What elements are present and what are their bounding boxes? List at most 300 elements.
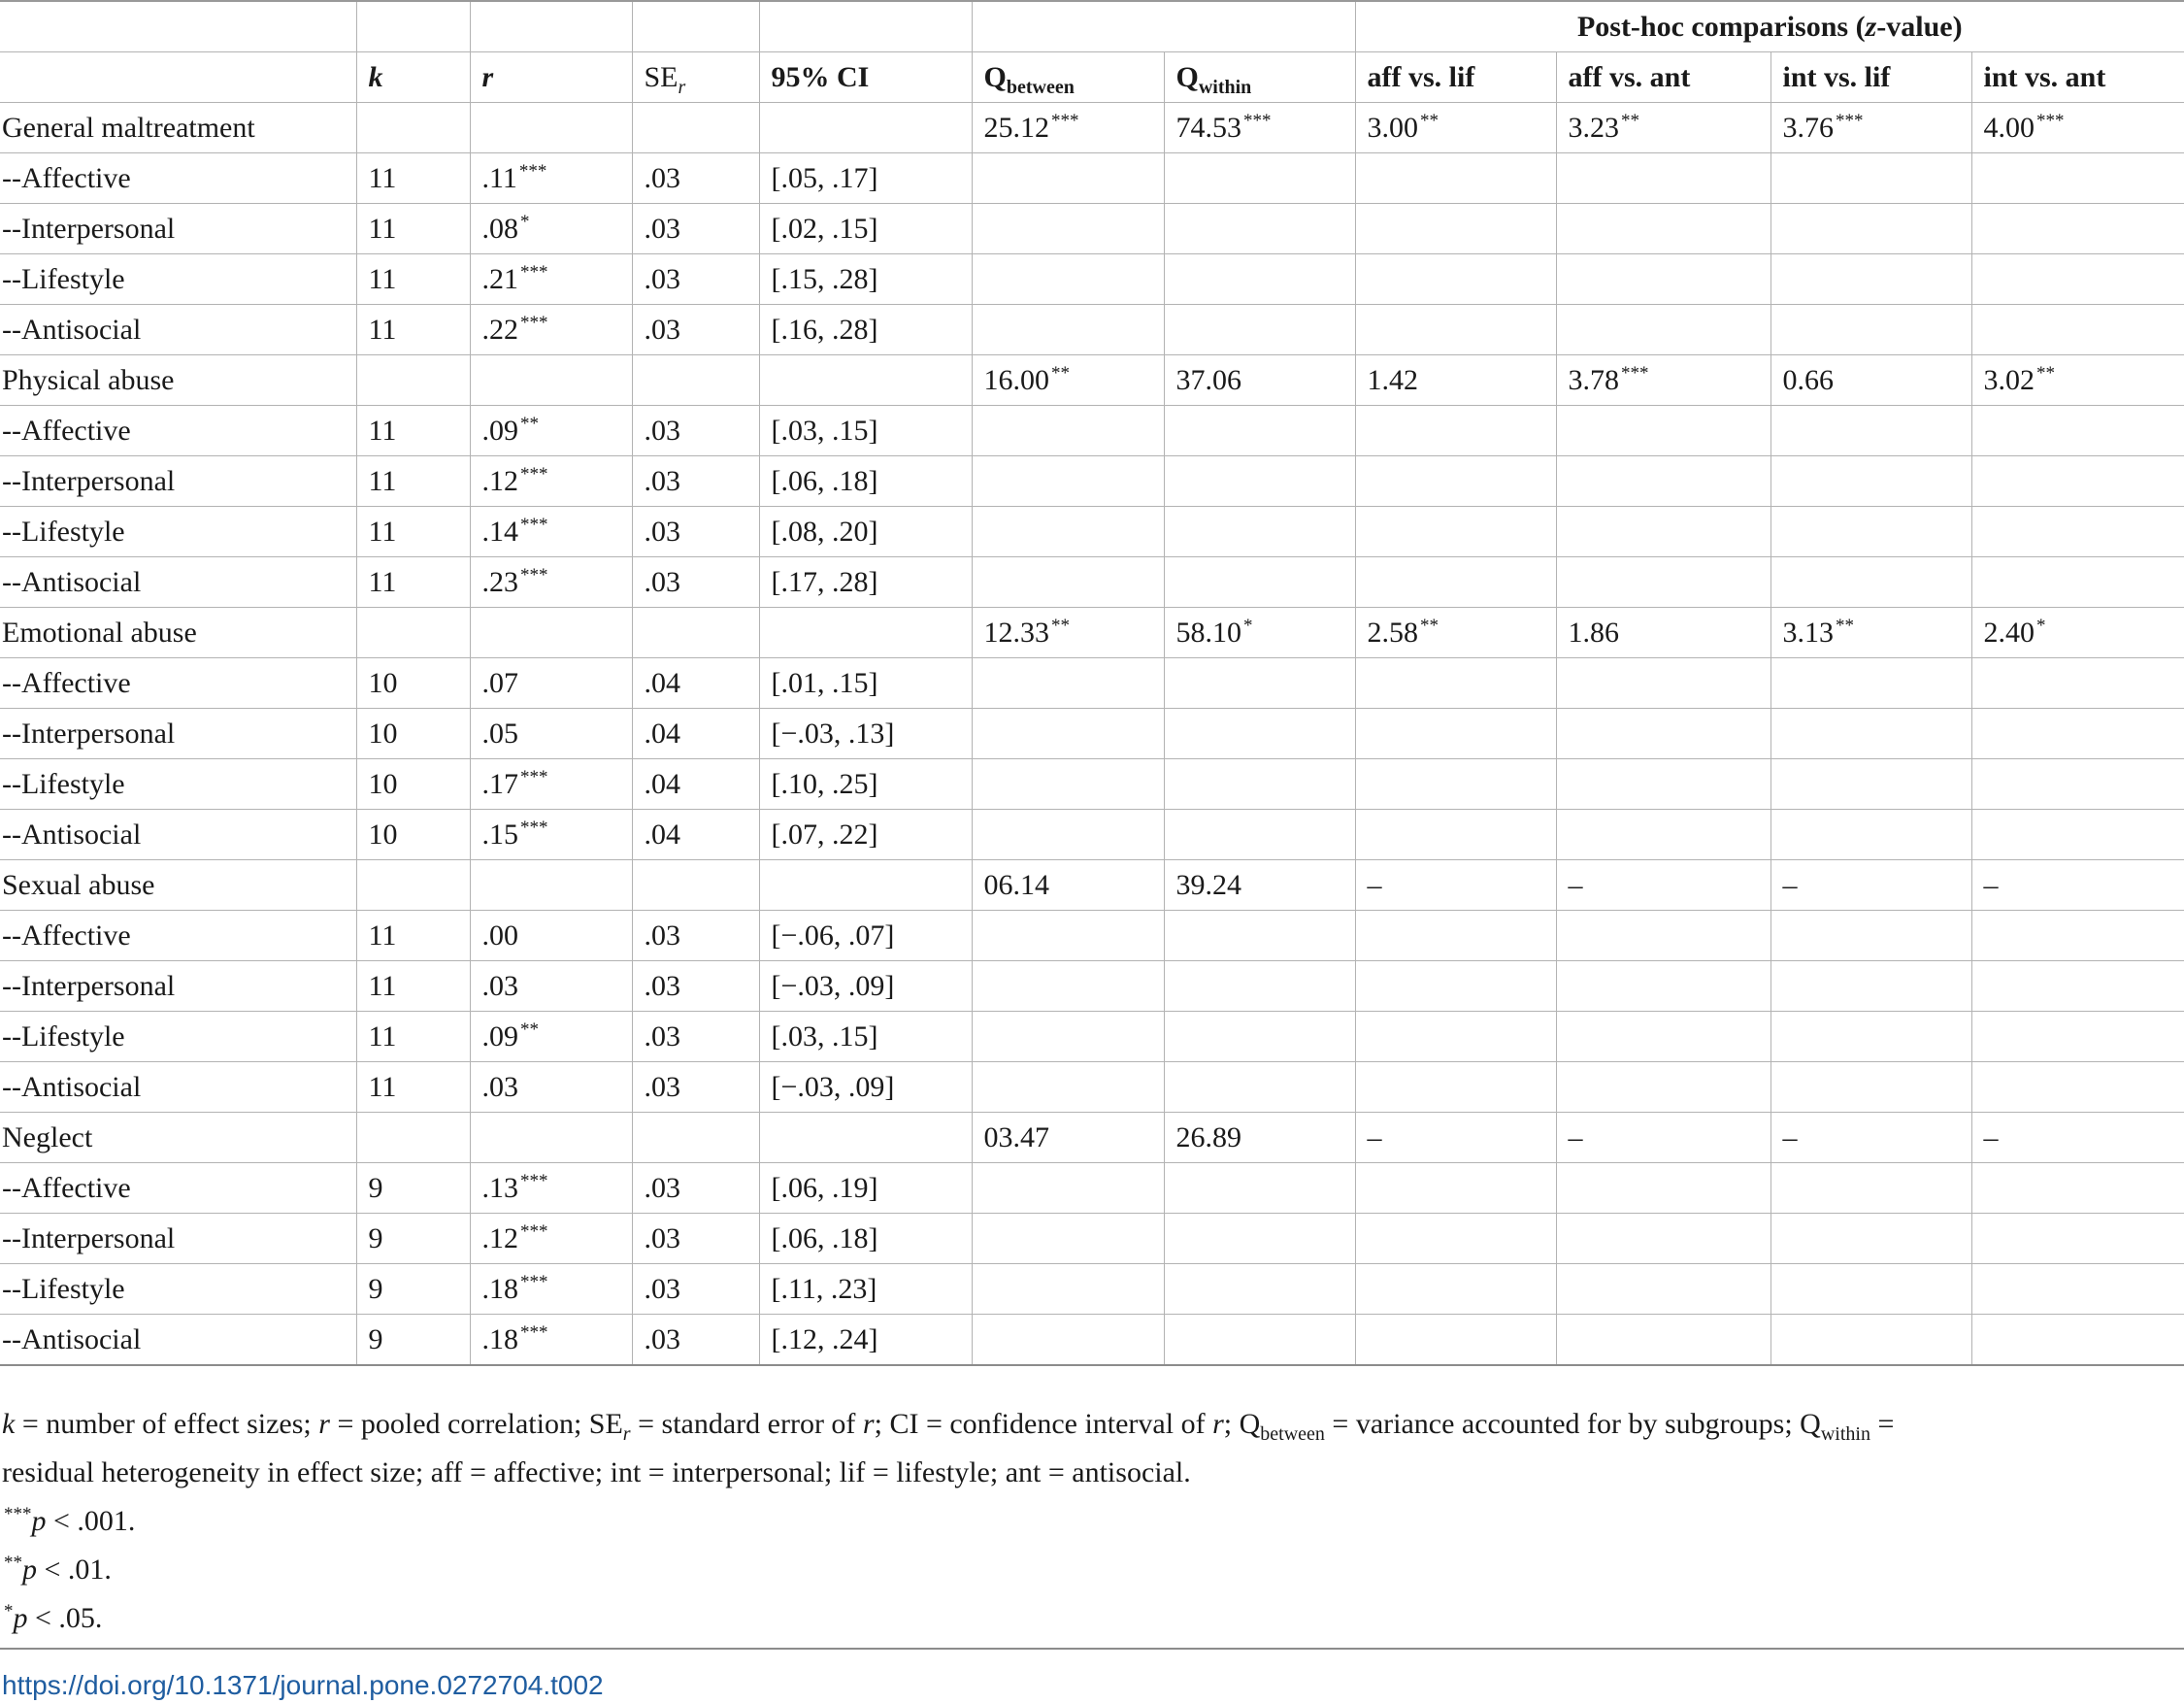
cell-se [632,103,759,153]
cell-value: 11 [368,1019,397,1052]
table-row [0,1264,2184,1315]
cell-c1 [1355,759,1556,810]
cell-value: 37.06 [1175,363,1241,396]
table-row [0,810,2184,860]
cell-value: [.17, .28] [771,565,878,598]
cell-r [470,810,632,860]
significance-marker: ** [1051,362,1070,384]
cell-c3 [1770,709,1971,759]
cell-ci [759,1062,972,1113]
cell-qb [972,153,1164,204]
cell-k [356,507,470,557]
table-row [0,911,2184,961]
cell-qw [1164,810,1355,860]
cell-c2 [1556,1315,1770,1366]
cell-c3 [1770,911,1971,961]
cell-c1 [1355,557,1556,608]
cell-se [632,507,759,557]
cell-label [0,860,356,911]
cell-value: .00 [481,919,518,952]
cell-ci [759,1264,972,1315]
cell-ci [759,204,972,254]
cell-value: 58.10 [1175,616,1241,649]
cell-value: .15 [481,818,518,851]
significance-marker: * [1243,615,1253,636]
cell-value: --Lifestyle [2,262,125,295]
notes-definitions: k = number of effect sizes; r = pooled correlation; $SE_r$ = standard error of r; CI = confidence interval of r; $Q_{between}$ = variance accounted for by subgroups; $Q_{within}$ = residual heterogeneity in effect size; aff = affective; int = interpersonal; lif = lifestyle; ant = antisocial. [2,1408,1895,1488]
cell-value: .03 [644,1322,680,1355]
cell-qb [972,456,1164,507]
cell-c2 [1556,759,1770,810]
cell-value: .04 [644,818,680,851]
cell-value: .09 [481,1019,518,1052]
cell-ci [759,1113,972,1163]
cell-value: – [1367,868,1382,901]
cell-label [0,759,356,810]
cell-ci [759,860,972,911]
cell-c4 [1971,507,2184,557]
cell-k [356,860,470,911]
cell-label [0,911,356,961]
cell-c2 [1556,204,1770,254]
cell-value: 11 [368,414,397,447]
cell-value: .03 [644,313,680,346]
cell-value: --Antisocial [2,1070,142,1103]
cell-k [356,810,470,860]
table-row [0,658,2184,709]
cell-value: 2.58 [1367,616,1418,649]
cell-qw [1164,153,1355,204]
header-ci: 95% CI [759,52,972,103]
cell-value: [.02, .15] [771,212,878,245]
significance-marker: *** [520,463,548,484]
cell-value: Neglect [2,1120,93,1153]
cell-k [356,103,470,153]
cell-c3 [1770,406,1971,456]
cell-c1 [1355,1062,1556,1113]
cell-c1 [1355,810,1556,860]
cell-c4 [1971,557,2184,608]
cell-se [632,204,759,254]
cell-qb [972,1113,1164,1163]
cell-c1 [1355,456,1556,507]
cell-value: .04 [644,767,680,800]
cell-c2 [1556,103,1770,153]
cell-value: – [1983,868,1999,901]
significance-marker: ** [1420,615,1439,636]
cell-r [470,1113,632,1163]
cell-value: 10 [368,818,398,851]
cell-ci [759,557,972,608]
cell-ci [759,1315,972,1366]
cell-c3 [1770,1012,1971,1062]
cell-qw [1164,355,1355,406]
cell-c2 [1556,507,1770,557]
cell-value: Emotional abuse [2,616,197,649]
significance-marker: *** [1051,110,1079,131]
cell-value: 4.00 [1983,111,2035,144]
cell-c4 [1971,810,2184,860]
cell-r [470,911,632,961]
cell-label [0,961,356,1012]
cell-se [632,1264,759,1315]
cell-label [0,1163,356,1214]
cell-qw [1164,1113,1355,1163]
cell-r [470,305,632,355]
significance-marker: *** [520,312,548,333]
cell-k [356,1062,470,1113]
cell-r [470,658,632,709]
cell-r [470,456,632,507]
cell-value: .03 [644,1272,680,1305]
cell-qw [1164,1012,1355,1062]
significance-marker: * [2036,615,2046,636]
cell-value: .03 [644,1019,680,1052]
cell-value: General maltreatment [2,111,255,144]
cell-c2 [1556,709,1770,759]
table-row-group [0,355,2184,406]
cell-qb [972,860,1164,911]
cell-r [470,1163,632,1214]
cell-value: .11 [481,161,517,194]
cell-se [632,658,759,709]
table-row-group [0,103,2184,153]
cell-se [632,406,759,456]
cell-c4 [1971,860,2184,911]
note-p-05: *p < .05. [4,1601,103,1634]
cell-r [470,204,632,254]
cell-value: .21 [481,262,518,295]
empty-header-cell [470,1,632,52]
significance-marker: * [520,211,530,232]
cell-se [632,608,759,658]
cell-qb [972,406,1164,456]
cell-value: 0.66 [1782,363,1834,396]
cell-se [632,153,759,204]
header-aff-vs-ant: aff vs. ant [1556,52,1770,103]
cell-value: Sexual abuse [2,868,155,901]
cell-value: .03 [644,262,680,295]
cell-c4 [1971,608,2184,658]
cell-value: .18 [481,1272,518,1305]
cell-value: --Affective [2,414,131,447]
cell-qw [1164,961,1355,1012]
cell-qw [1164,608,1355,658]
cell-se [632,1315,759,1366]
cell-se [632,810,759,860]
cell-c3 [1770,456,1971,507]
cell-k [356,456,470,507]
empty-header-cell [759,1,972,52]
cell-c4 [1971,709,2184,759]
cell-value: .03 [644,161,680,194]
cell-qw [1164,1163,1355,1214]
cell-c2 [1556,608,1770,658]
cell-value: 3.78 [1568,363,1619,396]
cell-value: .03 [644,414,680,447]
cell-qb [972,961,1164,1012]
cell-value: [.05, .17] [771,161,878,194]
cell-c3 [1770,1214,1971,1264]
cell-value: 16.00 [983,363,1049,396]
cell-k [356,709,470,759]
significance-marker: ** [1051,615,1070,636]
empty-header-cell [0,1,356,52]
cell-value: – [1782,868,1798,901]
cell-value: --Lifestyle [2,767,125,800]
cell-c4 [1971,1012,2184,1062]
cell-value: --Interpersonal [2,969,176,1002]
cell-value: 11 [368,212,397,245]
cell-c3 [1770,305,1971,355]
cell-c3 [1770,759,1971,810]
cell-value: 11 [368,161,397,194]
cell-value: 9 [368,1221,383,1254]
cell-se [632,305,759,355]
cell-c2 [1556,1062,1770,1113]
note-p-01: **p < .01. [4,1553,112,1586]
cell-c1 [1355,1012,1556,1062]
cell-c4 [1971,254,2184,305]
cell-value: 2.40 [1983,616,2035,649]
table-row [0,507,2184,557]
cell-ci [759,406,972,456]
cell-se [632,759,759,810]
cell-label [0,153,356,204]
cell-value: .03 [644,1171,680,1204]
cell-c2 [1556,860,1770,911]
significance-marker: *** [520,261,548,283]
cell-value: 26.89 [1175,1120,1241,1153]
significance-marker: ** [1836,615,1854,636]
significance-marker: ** [1621,110,1639,131]
cell-ci [759,1012,972,1062]
cell-value: [.12, .24] [771,1322,878,1355]
cell-value: .17 [481,767,518,800]
cell-label [0,810,356,860]
cell-value: .07 [481,666,518,699]
cell-c1 [1355,406,1556,456]
cell-se [632,911,759,961]
cell-value: --Affective [2,666,131,699]
cell-se [632,254,759,305]
cell-c2 [1556,305,1770,355]
table-row [0,1214,2184,1264]
cell-r [470,507,632,557]
table-row-group [0,1113,2184,1163]
cell-value: .12 [481,464,518,497]
table-row [0,1062,2184,1113]
table-row [0,961,2184,1012]
cell-value: [.16, .28] [771,313,878,346]
cell-c1 [1355,1163,1556,1214]
cell-c4 [1971,961,2184,1012]
cell-value: --Lifestyle [2,1272,125,1305]
cell-c3 [1770,608,1971,658]
cell-value: .03 [644,919,680,952]
cell-qw [1164,1214,1355,1264]
cell-qb [972,1214,1164,1264]
cell-value: 3.23 [1568,111,1619,144]
cell-value: 11 [368,515,397,548]
cell-k [356,305,470,355]
cell-qb [972,709,1164,759]
table-notes [2,1400,2167,1643]
cell-qw [1164,759,1355,810]
cell-value: --Lifestyle [2,515,125,548]
cell-ci [759,254,972,305]
cell-label [0,305,356,355]
header-row-columns [0,52,2184,103]
cell-value: 1.42 [1367,363,1418,396]
cell-ci [759,1214,972,1264]
cell-qw [1164,1264,1355,1315]
cell-value: .03 [644,1221,680,1254]
cell-c2 [1556,810,1770,860]
cell-c3 [1770,1062,1971,1113]
cell-r [470,103,632,153]
cell-c2 [1556,355,1770,406]
cell-r [470,961,632,1012]
cell-r [470,759,632,810]
cell-c2 [1556,406,1770,456]
cell-qb [972,1012,1164,1062]
cell-label [0,1214,356,1264]
cell-value: [.06, .19] [771,1171,878,1204]
header-r: r [470,52,632,103]
cell-c1 [1355,204,1556,254]
cell-qb [972,1264,1164,1315]
cell-qb [972,507,1164,557]
empty-header-cell [356,1,470,52]
cell-qb [972,355,1164,406]
cell-value: .03 [644,565,680,598]
significance-marker: *** [518,160,547,182]
cell-qw [1164,456,1355,507]
cell-c1 [1355,1315,1556,1366]
cell-k [356,1214,470,1264]
cell-value: .14 [481,515,518,548]
cell-k [356,658,470,709]
cell-r [470,1315,632,1366]
doi-link[interactable]: https://doi.org/10.1371/journal.pone.0272704.t002 [2,1670,604,1700]
cell-qb [972,1163,1164,1214]
cell-qb [972,103,1164,153]
cell-c2 [1556,254,1770,305]
cell-se [632,709,759,759]
cell-value: --Interpersonal [2,1221,176,1254]
cell-value: 10 [368,666,398,699]
significance-marker: ** [1420,110,1439,131]
cell-ci [759,709,972,759]
cell-c3 [1770,1113,1971,1163]
cell-ci [759,153,972,204]
cell-c3 [1770,1264,1971,1315]
cell-value: 3.02 [1983,363,2035,396]
header-aff-vs-lif: aff vs. lif [1355,52,1556,103]
cell-value: --Interpersonal [2,717,176,750]
cell-k [356,1264,470,1315]
cell-se [632,961,759,1012]
table-row [0,1163,2184,1214]
cell-k [356,1113,470,1163]
cell-label [0,254,356,305]
significance-marker: *** [2036,110,2065,131]
cell-r [470,153,632,204]
cell-label [0,557,356,608]
header-row-group [0,1,2184,52]
cell-k [356,911,470,961]
empty-header-cell [632,1,759,52]
cell-c1 [1355,709,1556,759]
cell-label [0,507,356,557]
cell-label [0,103,356,153]
cell-qb [972,305,1164,355]
cell-c4 [1971,911,2184,961]
cell-value: 11 [368,969,397,1002]
cell-qw [1164,305,1355,355]
cell-value: .13 [481,1171,518,1204]
cell-label [0,355,356,406]
cell-c3 [1770,355,1971,406]
note-p-001: ***p < .001. [4,1504,136,1537]
significance-marker: *** [1836,110,1864,131]
cell-value: [.08, .20] [771,515,878,548]
cell-c4 [1971,204,2184,254]
cell-value: – [1782,1120,1798,1153]
cell-c3 [1770,961,1971,1012]
table-row [0,1012,2184,1062]
cell-value: .03 [644,1070,680,1103]
cell-value: 11 [368,565,397,598]
cell-qw [1164,204,1355,254]
cell-c2 [1556,1264,1770,1315]
significance-marker: *** [520,1321,548,1343]
cell-value: 3.13 [1782,616,1834,649]
cell-k [356,204,470,254]
cell-qw [1164,507,1355,557]
cell-ci [759,507,972,557]
cell-label [0,1264,356,1315]
cell-r [470,1012,632,1062]
table-row [0,204,2184,254]
cell-c4 [1971,1113,2184,1163]
cell-value: .03 [481,1070,518,1103]
significance-marker: *** [520,817,548,838]
cell-value: 74.53 [1175,111,1241,144]
cell-value: [.03, .15] [771,1019,878,1052]
cell-value: 03.47 [983,1120,1049,1153]
cell-c1 [1355,305,1556,355]
significance-marker: *** [520,514,548,535]
cell-value: 11 [368,1070,397,1103]
cell-qw [1164,1315,1355,1366]
cell-c1 [1355,1214,1556,1264]
cell-qb [972,658,1164,709]
cell-c1 [1355,608,1556,658]
cell-c4 [1971,658,2184,709]
cell-qw [1164,406,1355,456]
cell-value: .09 [481,414,518,447]
cell-value: .05 [481,717,518,750]
cell-c4 [1971,1315,2184,1366]
cell-ci [759,608,972,658]
cell-k [356,961,470,1012]
significance-marker: ** [520,1019,539,1040]
cell-qb [972,608,1164,658]
cell-value: 9 [368,1272,383,1305]
cell-se [632,1214,759,1264]
